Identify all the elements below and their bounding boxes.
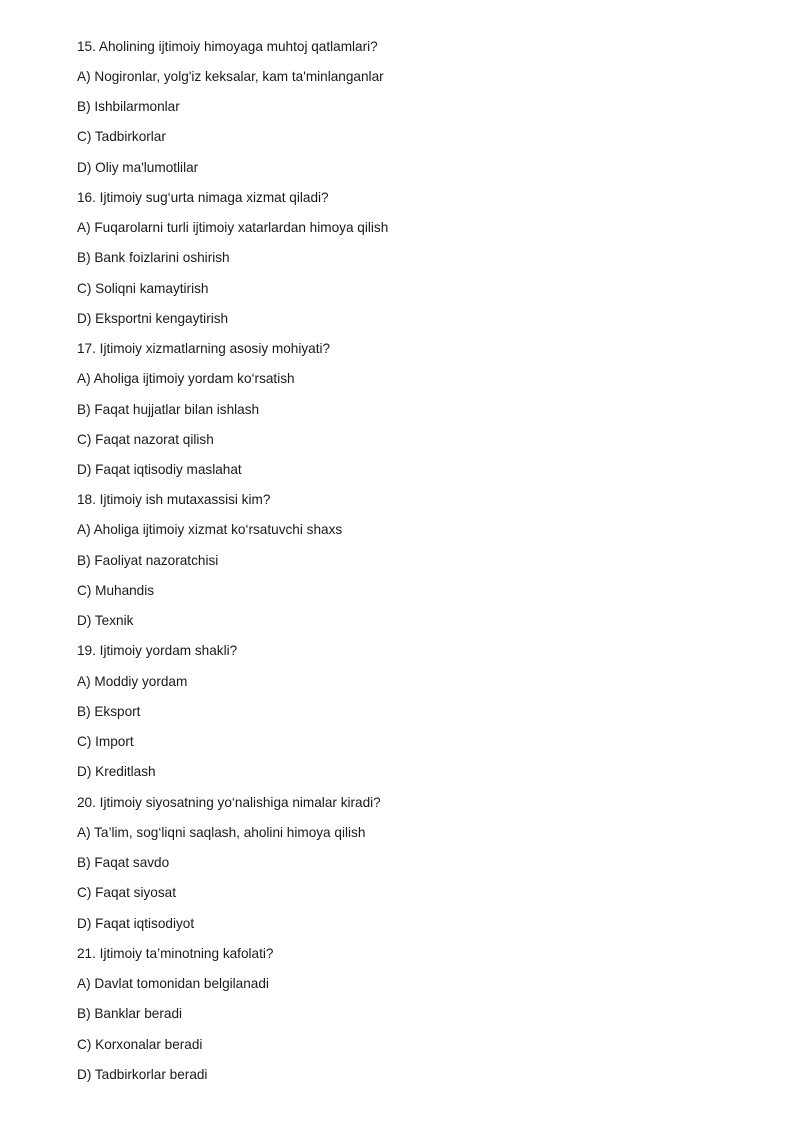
option-19-b: B) Eksport (77, 704, 141, 719)
option-19-d: D) Kreditlash (77, 764, 156, 779)
question-18: 18. Ijtimoiy ish mutaxassisi kim? (77, 492, 271, 507)
option-17-c: C) Faqat nazorat qilish (77, 432, 214, 447)
option-15-b: B) Ishbilarmonlar (77, 99, 180, 114)
question-19: 19. Ijtimoiy yordam shakli? (77, 643, 238, 658)
option-15-c: C) Tadbirkorlar (77, 129, 166, 144)
question-16: 16. Ijtimoiy sug‘urta nimaga xizmat qiladi? (77, 190, 329, 205)
option-15-d: D) Oliy ma'lumotlilar (77, 160, 199, 175)
option-18-d: D) Texnik (77, 613, 134, 628)
option-16-a: A) Fuqarolarni turli ijtimoiy xatarlardan himoya qilish (77, 220, 389, 235)
option-20-d: D) Faqat iqtisodiyot (77, 916, 195, 931)
question-17: 17. Ijtimoiy xizmatlarning asosiy mohiyati? (77, 341, 331, 356)
option-16-d: D) Eksportni kengaytirish (77, 311, 229, 326)
option-18-c: C) Muhandis (77, 583, 155, 598)
option-21-c: C) Korxonalar beradi (77, 1037, 203, 1052)
option-21-b: B) Banklar beradi (77, 1006, 183, 1021)
option-21-d: D) Tadbirkorlar beradi (77, 1067, 208, 1082)
question-20: 20. Ijtimoiy siyosatning yo‘nalishiga nimalar kiradi? (77, 795, 381, 810)
question-21: 21. Ijtimoiy ta’minotning kafolati? (77, 946, 274, 961)
option-20-a: A) Ta’lim, sog‘liqni saqlash, aholini himoya qilish (77, 825, 366, 840)
option-19-c: C) Import (77, 734, 134, 749)
option-19-a: A) Moddiy yordam (77, 674, 188, 689)
option-18-a: A) Aholiga ijtimoiy xizmat ko‘rsatuvchi shaxs (77, 522, 343, 537)
option-17-a: A) Aholiga ijtimoiy yordam ko‘rsatish (77, 371, 295, 386)
option-16-b: B) Bank foizlarini oshirish (77, 250, 230, 265)
option-21-a: A) Davlat tomonidan belgilanadi (77, 976, 269, 991)
option-18-b: B) Faoliyat nazoratchisi (77, 553, 219, 568)
option-17-d: D) Faqat iqtisodiy maslahat (77, 462, 242, 477)
option-17-b: B) Faqat hujjatlar bilan ishlash (77, 402, 260, 417)
option-20-b: B) Faqat savdo (77, 855, 170, 870)
question-15: 15. Aholining ijtimoiy himoyaga muhtoj qatlamlari? (77, 39, 378, 54)
option-20-c: C) Faqat siyosat (77, 885, 176, 900)
option-16-c: C) Soliqni kamaytirish (77, 281, 209, 296)
option-15-a: A) Nogironlar, yolg'iz keksalar, kam ta'minlanganlar (77, 69, 384, 84)
